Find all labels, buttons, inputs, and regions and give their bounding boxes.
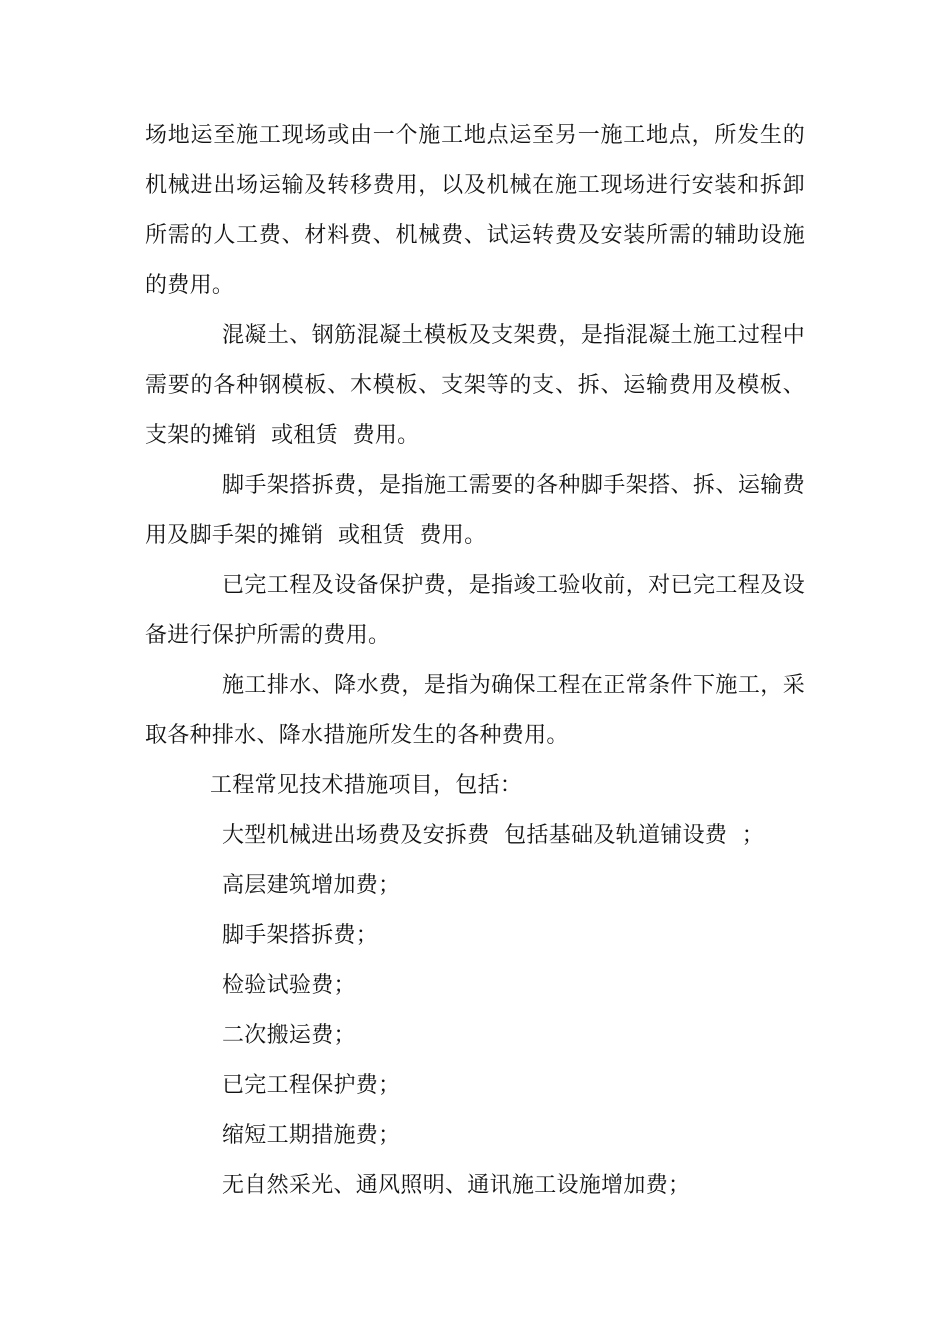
list-item: 大型机械进出场费及安拆费 包括基础及轨道铺设费 ；	[222, 823, 765, 848]
list-item: 缩短工期措施费；	[222, 1123, 401, 1148]
list-item: 已完工程保护费；	[222, 1073, 401, 1098]
paragraph-formwork-cost: 混凝土、钢筋混凝土模板及支架费，是指混凝土施工过程中需要的各种钢模板、木模板、支架等的支、拆、运输费用及模板、支架的摊销 或租赁 费用。	[145, 323, 805, 448]
paragraph-protection-cost: 已完工程及设备保护费，是指竣工验收前，对已完工程及设备进行保护所需的费用。	[145, 573, 805, 648]
list-item: 二次搬运费；	[222, 1023, 356, 1048]
paragraph-scaffolding-cost: 脚手架搭拆费，是指施工需要的各种脚手架搭、拆、运输费用及脚手架的摊销 或租赁 费用。	[145, 473, 805, 548]
list-item: 检验试验费；	[222, 973, 356, 998]
measures-list	[222, 811, 764, 1211]
list-item: 脚手架搭拆费；	[222, 923, 379, 948]
list-item: 高层建筑增加费；	[222, 873, 401, 898]
list-item: 无自然采光、通风照明、通讯施工设施增加费；	[222, 1173, 691, 1198]
list-heading: 工程常见技术措施项目，包括：	[210, 773, 523, 798]
paragraph-drainage-cost: 施工排水、降水费，是指为确保工程在正常条件下施工，采取各种排水、降水措施所发生的各种费用。	[145, 673, 805, 748]
paragraph-machinery-transfer: 场地运至施工现场或由一个施工地点运至另一施工地点，所发生的机械进出场运输及转移费用，以及机械在施工现场进行安装和拆卸所需的人工费、材料费、机械费、试运转费及安装所需的辅助设施的费用。	[145, 123, 805, 298]
